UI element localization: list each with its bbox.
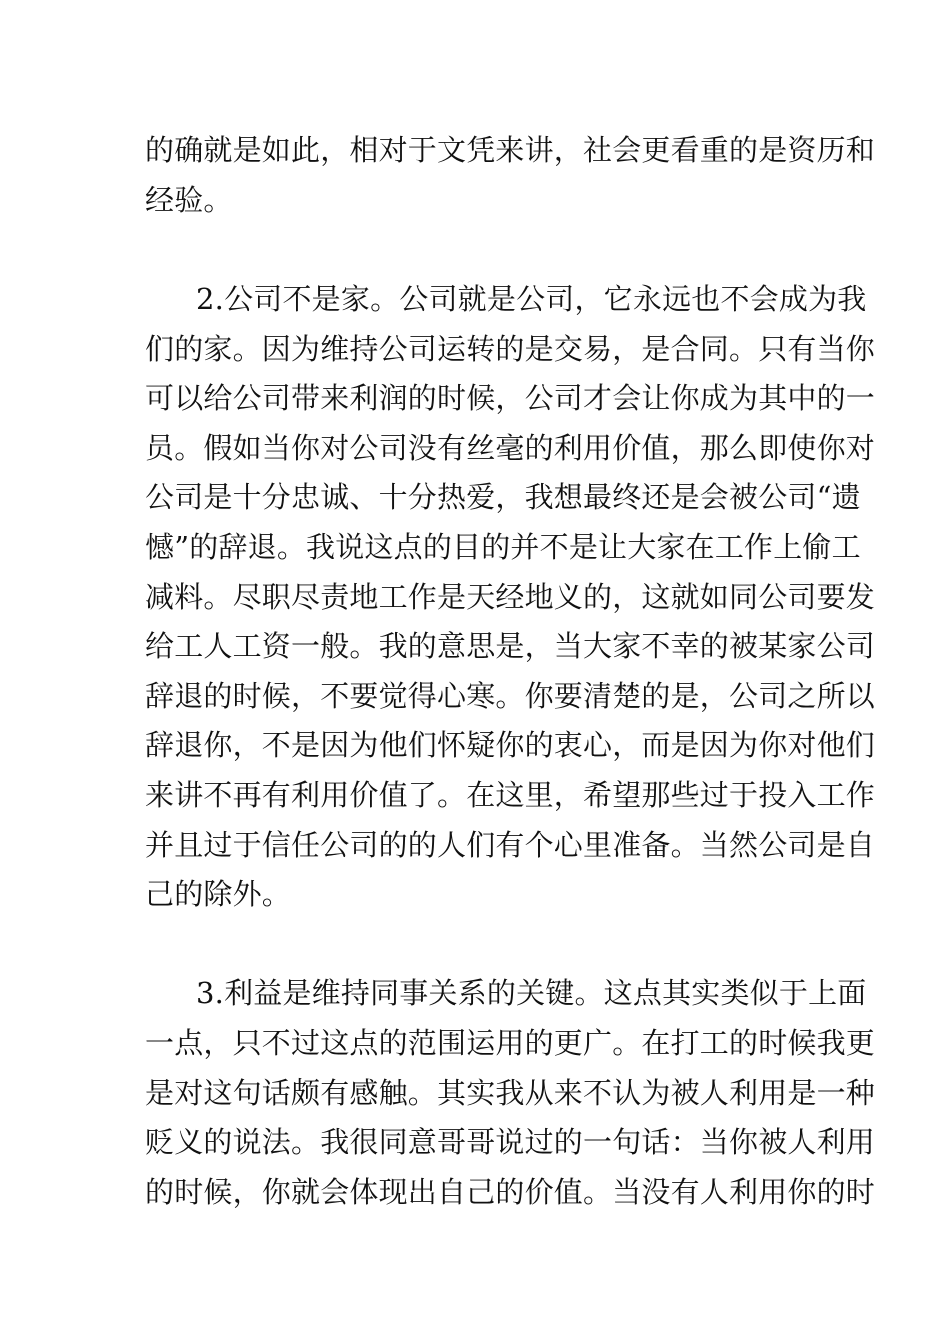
paragraph-line: 一点，只不过这点的范围运用的更广。在打工的时候我更: [145, 1026, 876, 1060]
paragraph-line: 贬义的说法。我很同意哥哥说过的一句话：当你被人利用: [145, 1125, 876, 1159]
paragraph-first-line: 2.公司不是家。公司就是公司，它永远也不会成为我: [196, 282, 867, 316]
paragraph-first-line: 3.利益是维持同事关系的关键。这点其实类似于上面: [196, 976, 867, 1010]
paragraph-line: 减料。尽职尽责地工作是天经地义的，这就如同公司要发: [145, 580, 876, 614]
paragraph-line: 辞退的时候，不要觉得心寒。你要清楚的是，公司之所以: [145, 679, 876, 713]
paragraph-line: 并且过于信任公司的的人们有个心里准备。当然公司是自: [145, 828, 876, 862]
paragraph-line: 经验。: [145, 183, 233, 217]
paragraph-line: 给工人工资一般。我的意思是，当大家不幸的被某家公司: [145, 629, 876, 663]
paragraph-line: 来讲不再有利用价值了。在这里，希望那些过于投入工作: [145, 778, 876, 812]
paragraph-line: 们的家。因为维持公司运转的是交易，是合同。只有当你: [145, 332, 876, 366]
paragraph-line: 的确就是如此，相对于文凭来讲，社会更看重的是资历和: [145, 133, 876, 167]
paragraph-line: 可以给公司带来利润的时候，公司才会让你成为其中的一: [145, 381, 876, 415]
paragraph-line: 是对这句话颇有感触。其实我从来不认为被人利用是一种: [145, 1076, 876, 1110]
paragraph-line: 员。假如当你对公司没有丝毫的利用价值，那么即使你对: [145, 431, 876, 465]
paragraph-line: 辞退你，不是因为他们怀疑你的衷心，而是因为你对他们: [145, 728, 876, 762]
paragraph-line: 公司是十分忠诚、十分热爱，我想最终还是会被公司“遗: [145, 480, 861, 514]
paragraph-line: 憾”的辞退。我说这点的目的并不是让大家在工作上偷工: [145, 530, 861, 564]
paragraph-line: 己的除外。: [145, 877, 292, 911]
paragraph-line: 的时候，你就会体现出自己的价值。当没有人利用你的时: [145, 1175, 876, 1209]
